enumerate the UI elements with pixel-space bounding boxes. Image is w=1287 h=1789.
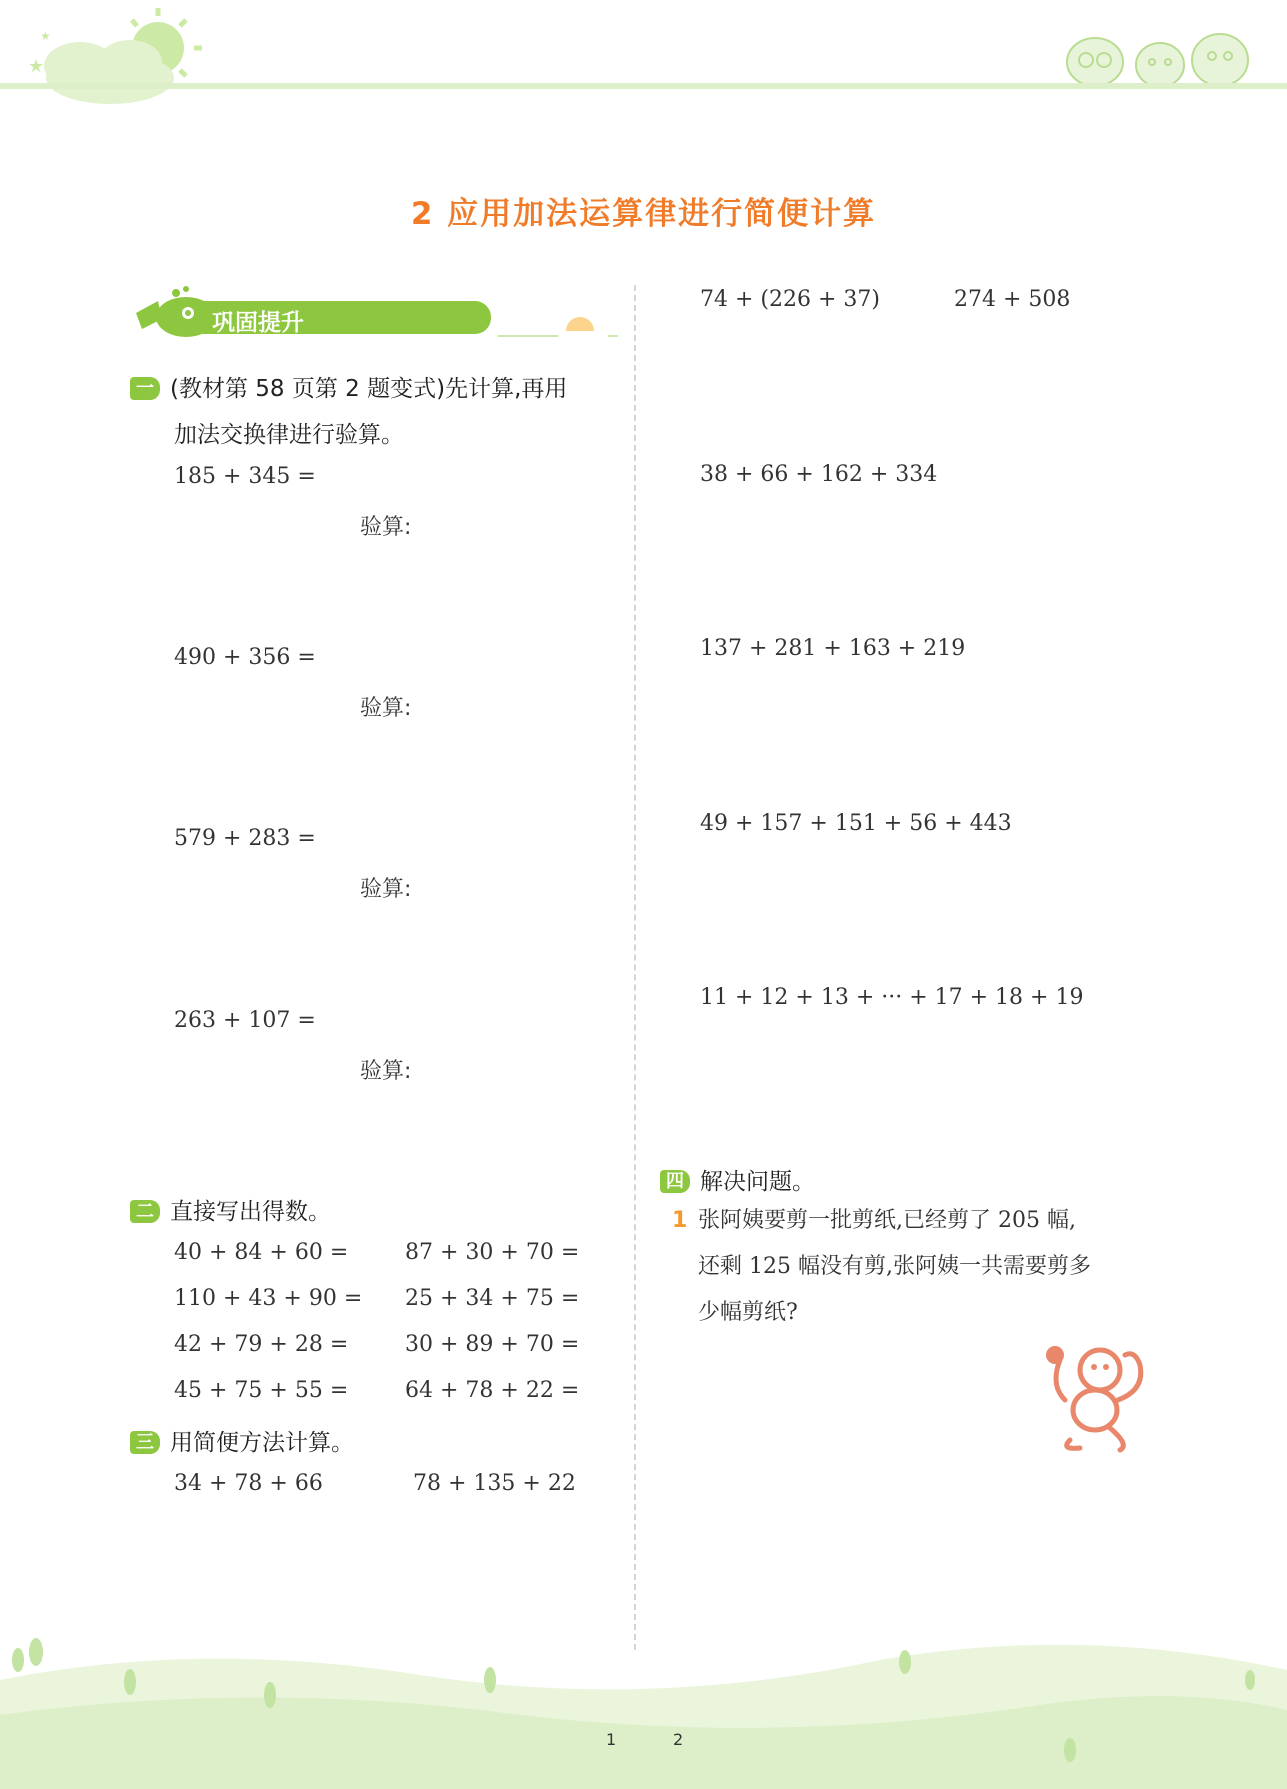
banner-label: 巩固提升: [212, 310, 304, 336]
section1-expr-3: 579 + 283 =: [174, 826, 316, 851]
section3-item: 34 + 78 + 66: [174, 1471, 323, 1496]
section1-check-1: 验算:: [360, 515, 412, 540]
svg-text:★: ★: [28, 56, 45, 77]
section3-item: 11 + 12 + 13 + ··· + 17 + 18 + 19: [700, 985, 1084, 1010]
section3-item: 78 + 135 + 22: [413, 1471, 576, 1496]
svg-text:★: ★: [40, 29, 51, 43]
section2-heading-text: 直接写出得数。: [170, 1199, 331, 1225]
section3-heading: [130, 1424, 354, 1457]
problem-line: 少幅剪纸?: [698, 1300, 798, 1325]
whale-banner-graphic: [128, 283, 618, 343]
section1-heading-line2: 加法交换律进行验算。: [174, 422, 404, 448]
problem-text: [698, 1198, 1158, 1336]
papercut-monkey-illustration: [1040, 1340, 1150, 1455]
section4-badge: 四: [660, 1170, 690, 1193]
section2-item: 40 + 84 + 60 =: [174, 1240, 349, 1265]
section1-expr-1: 185 + 345 =: [174, 464, 316, 489]
hills-footer-decoration: [0, 1620, 1287, 1789]
section3-item: 274 + 508: [954, 287, 1071, 312]
header-rule: [0, 83, 1287, 89]
section2-item: 42 + 79 + 28 =: [174, 1332, 349, 1357]
section4-heading-text: 解决问题。: [700, 1169, 815, 1195]
cloud-sun-decoration: [0, 0, 220, 120]
section3-badge: 三: [130, 1431, 160, 1454]
section2-item: 87 + 30 + 70 =: [405, 1240, 580, 1265]
section1-check-4: 验算:: [360, 1059, 412, 1084]
section1-heading: [130, 370, 567, 403]
column-divider: [634, 285, 636, 1650]
section2-heading: [130, 1193, 331, 1226]
section2-item: 30 + 89 + 70 =: [405, 1332, 580, 1357]
problem-line: 还剩 125 幅没有剪,张阿姨一共需要剪多: [698, 1254, 1091, 1279]
section2-item: 25 + 34 + 75 =: [405, 1286, 580, 1311]
problem-line: 张阿姨要剪一批剪纸,已经剪了 205 幅,: [698, 1208, 1076, 1233]
section1-badge: 一: [130, 377, 160, 400]
problem-number: 1: [672, 1208, 688, 1233]
section3-item: 49 + 157 + 151 + 56 + 443: [700, 811, 1012, 836]
section2-item: 45 + 75 + 55 =: [174, 1378, 349, 1403]
section1-heading-line1: (教材第 58 页第 2 题变式)先计算,再用: [170, 376, 568, 402]
page-number-right: 2: [673, 1730, 684, 1749]
section2-badge: 二: [130, 1200, 160, 1223]
page-number-left: 1: [606, 1730, 617, 1749]
section3-item: 137 + 281 + 163 + 219: [700, 636, 966, 661]
section3-item: 74 + (226 + 37): [700, 287, 880, 312]
section2-item: 110 + 43 + 90 =: [174, 1286, 363, 1311]
section1-expr-4: 263 + 107 =: [174, 1008, 316, 1033]
section1-check-2: 验算:: [360, 696, 412, 721]
section1-check-3: 验算:: [360, 877, 412, 902]
section2-item: 64 + 78 + 22 =: [405, 1378, 580, 1403]
animal-faces-decoration: [1060, 20, 1260, 90]
page-title: 2 应用加法运算律进行简便计算: [410, 196, 877, 232]
section4-heading: [660, 1163, 815, 1196]
section1-expr-2: 490 + 356 =: [174, 645, 316, 670]
section3-heading-text: 用简便方法计算。: [170, 1430, 354, 1456]
section3-item: 38 + 66 + 162 + 334: [700, 462, 938, 487]
